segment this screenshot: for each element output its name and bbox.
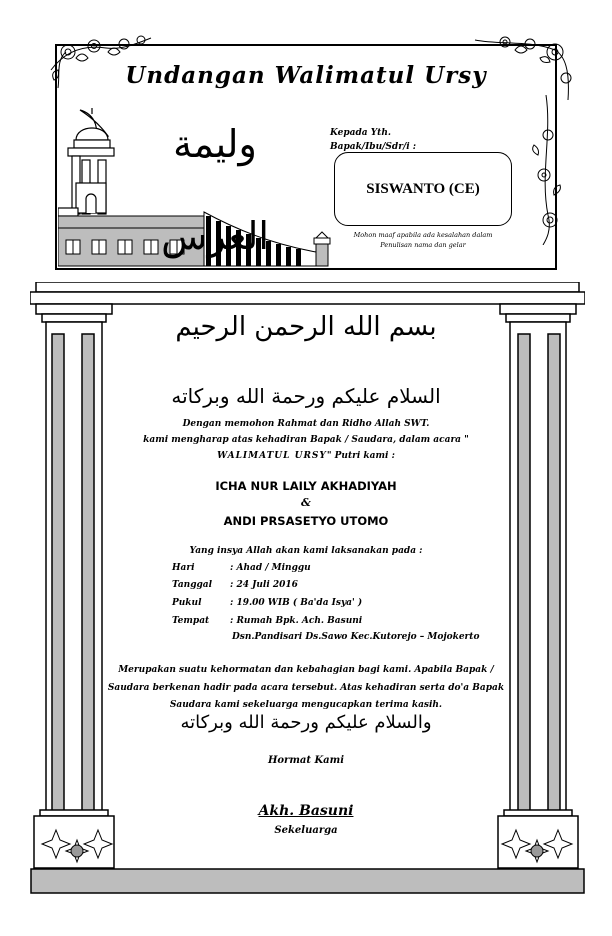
detail-value: : 19.00 WIB ( Ba'da Isya' ) <box>230 598 363 608</box>
address-line: Dsn.Pandisari Ds.Sawo Kec.Kutorejo – Mojokerto <box>232 632 480 642</box>
page-title: Undangan Walimatul Ursy <box>125 62 487 89</box>
signer-subtitle: Sekeluarga <box>274 825 338 836</box>
event-name: WALIMATUL URSY <box>217 451 327 461</box>
signer-name: Akh. Basuni <box>258 803 354 819</box>
intro-line-3-tail: " Putri kami : <box>326 451 395 461</box>
apology-note <box>332 230 514 250</box>
recipient-label-line2: Bapak/Ibu/Sdr/i : <box>330 142 417 152</box>
detail-key: Pukul <box>172 598 202 608</box>
detail-row-tanggal <box>172 580 298 590</box>
recipient-label <box>330 126 416 154</box>
regards: Hormat Kami <box>267 755 345 766</box>
closing-line-3: Saudara kami sekeluarga mengucapkan terima kasih. <box>169 700 443 710</box>
intro-line-3 <box>0 451 612 461</box>
groom-name: ANDI PRSASETYO UTOMO <box>223 514 389 528</box>
detail-value: : Ahad / Minggu <box>230 563 311 573</box>
intro-line-2: kami mengharap atas kehadiran Bapak / Saudara, dalam acara " <box>143 435 469 445</box>
salam-opening-calligraphy: السلام عليكم ورحمة الله وبركاته <box>171 384 441 408</box>
ampersand: & <box>301 496 311 509</box>
detail-value: : 24 Juli 2016 <box>230 580 298 590</box>
walimah-calligraphy-text: وليمة العرس <box>161 122 269 258</box>
detail-row-tempat <box>172 616 362 626</box>
detail-key: Tempat <box>172 616 210 626</box>
recipient-name: SISWANTO (CE) <box>366 180 480 197</box>
detail-key: Hari <box>172 563 195 573</box>
schedule-intro: Yang insya Allah akan kami laksanakan pada : <box>189 546 423 556</box>
closing-line-2: Saudara berkenan hadir pada acara tersebut. Atas kehadiran serta do'a Bapak <box>107 683 505 693</box>
apology-line2: Penulisan nama dan gelar <box>380 241 466 249</box>
salam-closing-calligraphy: والسلام عليكم ورحمة الله وبركاته <box>180 712 432 733</box>
recipient-label-line1: Kepada Yth. <box>330 128 391 138</box>
detail-value: : Rumah Bpk. Ach. Basuni <box>230 616 363 626</box>
floral-vine-right-icon <box>518 95 568 245</box>
apology-line1: Mohon maaf apabila ada kesalahan dalam <box>353 231 493 239</box>
walimah-calligraphy <box>140 98 290 258</box>
detail-row-pukul <box>172 598 362 608</box>
detail-key: Tanggal <box>172 580 213 590</box>
recipient-name-box <box>334 152 512 226</box>
detail-row-hari <box>172 563 311 573</box>
bride-name: ICHA NUR LAILY AKHADIYAH <box>215 479 397 493</box>
intro-line-1: Dengan memohon Rahmat dan Ridho Allah SWT. <box>182 419 430 429</box>
basmala-calligraphy: بسم الله الرحمن الرحيم <box>175 312 437 342</box>
closing-line-1: Merupakan suatu kehormatan dan kebahagian bagi kami. Apabila Bapak / <box>118 665 494 675</box>
floor-base <box>30 868 585 894</box>
